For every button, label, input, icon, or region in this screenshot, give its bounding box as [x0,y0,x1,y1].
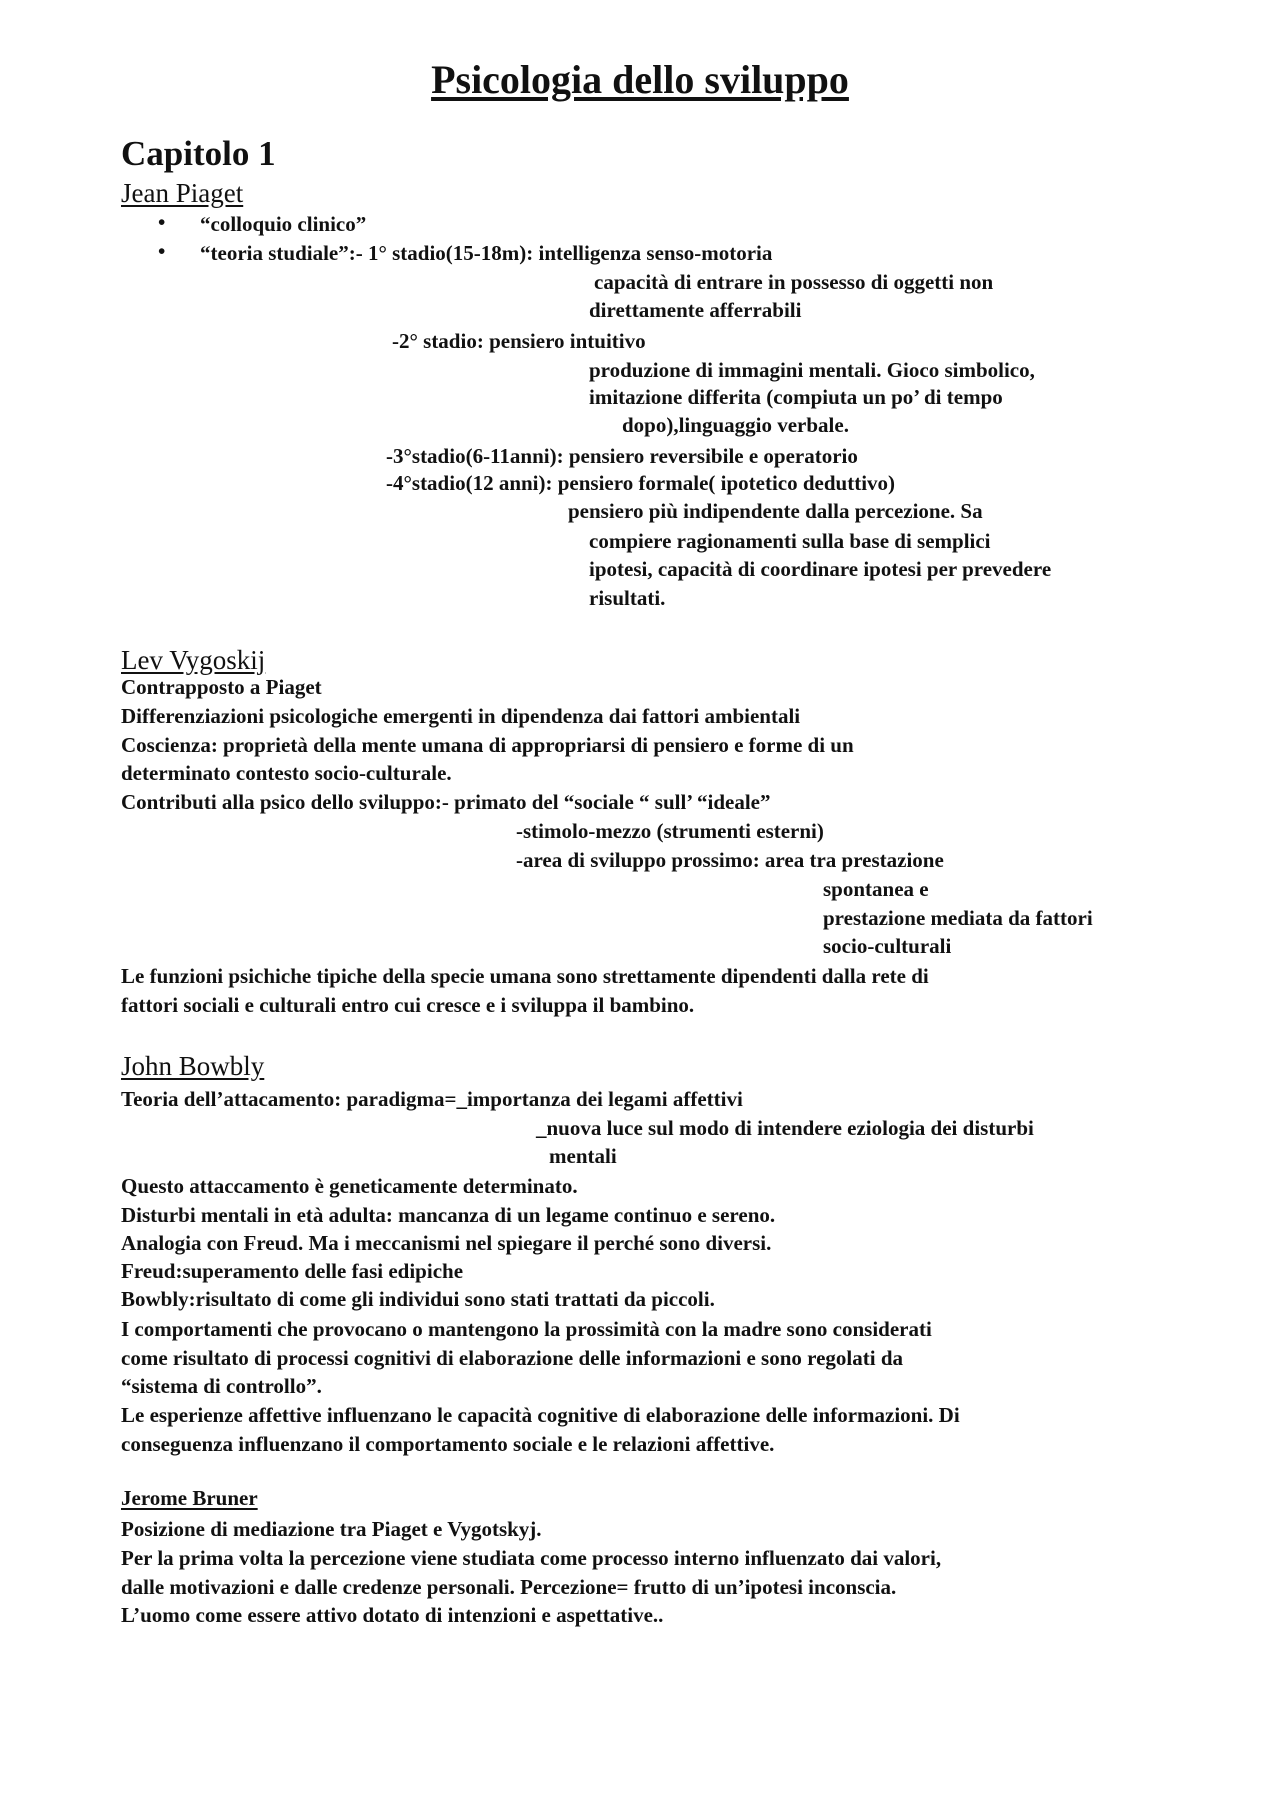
bowbly-line: _nuova luce sul modo di intendere eziologia dei disturbi [536,1116,1034,1140]
vygotskij-line: Coscienza: proprietà della mente umana di appropriarsi di pensiero e forme di un [121,733,854,757]
bowbly-line: I comportamenti che provocano o mantengono la prossimità con la madre sono considerati [121,1317,932,1341]
bullet-marker: • [158,210,166,234]
piaget-line: -3°stadio(6-11anni): pensiero reversibile e operatorio [386,444,858,468]
chapter-heading: Capitolo 1 [121,134,276,173]
piaget-line: pensiero più indipendente dalla percezione. Sa [568,499,983,523]
vygotskij-line: fattori sociali e culturali entro cui cresce e i sviluppa il bambino. [121,993,695,1017]
bruner-line: Posizione di mediazione tra Piaget e Vygotskyj. [121,1517,542,1541]
section-heading-piaget: Jean Piaget [121,178,244,208]
vygotskij-line: socio-culturali [823,934,952,958]
section-heading-vygoskij: Lev Vygoskij [121,645,266,675]
vygotskij-line: Contrapposto a Piaget [121,675,322,699]
section-heading-bowbly: John Bowbly [121,1051,265,1081]
vygotskij-line: prestazione mediata da fattori [823,906,1093,930]
piaget-line: direttamente afferrabili [589,298,802,322]
vygotskij-line: -area di sviluppo prossimo: area tra prestazione [516,848,944,872]
piaget-line: compiere ragionamenti sulla base di semplici [589,529,991,553]
bullet-marker: • [158,239,166,263]
vygotskij-line: spontanea e [823,877,929,901]
vygotskij-line: determinato contesto socio-culturale. [121,761,452,785]
piaget-line: risultati. [589,586,666,610]
piaget-line: ipotesi, capacità di coordinare ipotesi per prevedere [589,557,1052,581]
bowbly-line: Disturbi mentali in età adulta: mancanza di un legame continuo e sereno. [121,1203,776,1227]
bowbly-line: conseguenza influenzano il comportamento sociale e le relazioni affettive. [121,1432,775,1456]
bowbly-line: mentali [549,1144,617,1168]
piaget-line: -4°stadio(12 anni): pensiero formale( ipotetico deduttivo) [386,471,896,495]
vygotskij-line: -stimolo-mezzo (strumenti esterni) [516,819,824,843]
bowbly-line: come risultato di processi cognitivi di elaborazione delle informazioni e sono regolati da [121,1346,903,1370]
piaget-line: imitazione differita (compiuta un po’ di tempo [589,385,1003,409]
document-title: Psicologia dello sviluppo [431,57,849,102]
bowbly-line: Bowbly:risultato di come gli individui sono stati trattati da piccoli. [121,1287,715,1311]
vygotskij-line: Differenziazioni psicologiche emergenti in dipendenza dai fattori ambientali [121,704,801,728]
piaget-line: produzione di immagini mentali. Gioco simbolico, [589,358,1035,382]
piaget-line: capacità di entrare in possesso di oggetti non [594,270,994,294]
piaget-line: “teoria studiale”:- 1° stadio(15-18m): intelligenza senso-motoria [200,241,773,265]
vygotskij-line: Contributi alla psico dello sviluppo:- primato del “sociale “ sull’ “ideale” [121,790,771,814]
piaget-line: dopo),linguaggio verbale. [622,413,849,437]
piaget-line: -2° stadio: pensiero intuitivo [392,329,646,353]
bruner-line: Per la prima volta la percezione viene studiata come processo interno influenzato dai valori, [121,1546,942,1570]
vygotskij-line: Le funzioni psichiche tipiche della specie umana sono strettamente dipendenti dalla rete di [121,964,929,988]
bruner-line: L’uomo come essere attivo dotato di intenzioni e aspettative.. [121,1603,664,1627]
section-heading-bruner: Jerome Bruner [121,1486,258,1510]
bowbly-line: Analogia con Freud. Ma i meccanismi nel spiegare il perché sono diversi. [121,1231,772,1255]
bowbly-line: Le esperienze affettive influenzano le capacità cognitive di elaborazione delle informazioni. Di [121,1403,960,1427]
bowbly-line: Freud:superamento delle fasi edipiche [121,1259,464,1283]
piaget-line: “colloquio clinico” [200,212,367,236]
bowbly-line: “sistema di controllo”. [121,1374,322,1398]
bowbly-line: Questo attaccamento è geneticamente determinato. [121,1174,578,1198]
bruner-line: dalle motivazioni e dalle credenze personali. Percezione= frutto di un’ipotesi inconscia. [121,1575,897,1599]
bowbly-line: Teoria dell’attacamento: paradigma=_importanza dei legami affettivi [121,1087,743,1111]
